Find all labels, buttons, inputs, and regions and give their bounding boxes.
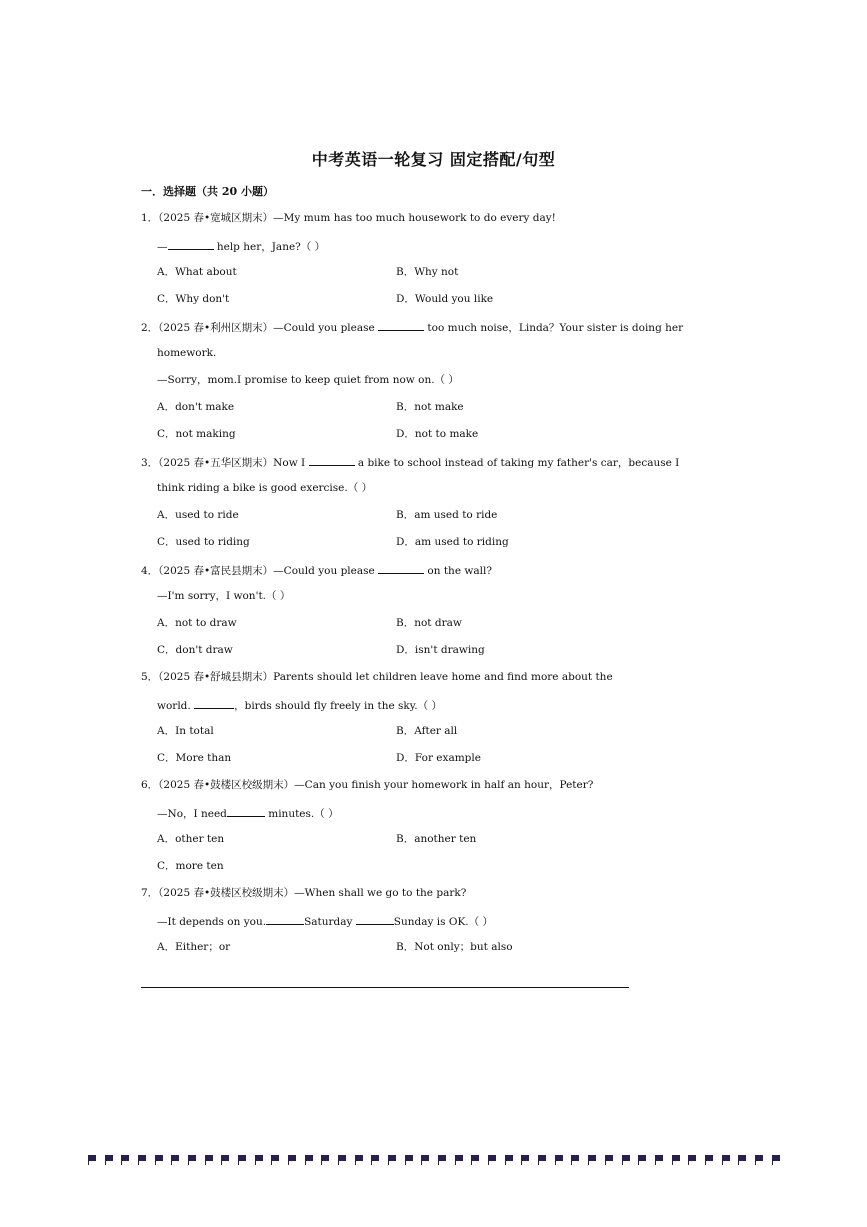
flag-icon (221, 1155, 229, 1163)
flag-icon (705, 1155, 713, 1163)
q3-line2: think riding a bike is good exercise.（ ） (157, 482, 373, 494)
q4-stem: 4．（2025 春•富民县期末）—Could you please on the wall? (141, 562, 492, 578)
flag-icon (271, 1155, 279, 1163)
q7-stem: 7．（2025 春•鼓楼区校级期末）—When shall we go to the park? (141, 887, 467, 899)
q5-option-a[interactable]: A．In total (157, 725, 214, 737)
q4-option-d[interactable]: D．isn't drawing (396, 644, 485, 656)
footer-flag-border (88, 1153, 780, 1165)
flag-icon (205, 1155, 213, 1163)
q4-option-c[interactable]: C．don't draw (157, 644, 233, 656)
q1-option-c[interactable]: C．Why don't (157, 293, 230, 305)
flag-icon (588, 1155, 596, 1163)
flag-icon (421, 1155, 429, 1163)
flag-icon (155, 1155, 163, 1163)
flag-icon (672, 1155, 680, 1163)
flag-icon (688, 1155, 696, 1163)
q2-option-b[interactable]: B．not make (396, 401, 464, 413)
q4-line2: —I'm sorry，I won't.（ ） (157, 590, 291, 602)
q2-option-a[interactable]: A．don't make (157, 401, 235, 413)
q4-option-a[interactable]: A．not to draw (157, 617, 237, 629)
q2-option-d[interactable]: D．not to make (396, 428, 479, 440)
flag-icon (488, 1155, 496, 1163)
flag-icon (755, 1155, 763, 1163)
answer-blank[interactable] (168, 238, 214, 250)
q2-line2: homework. (157, 347, 217, 359)
q6-option-a[interactable]: A．other ten (157, 833, 225, 845)
q2-option-c[interactable]: C．not making (157, 428, 236, 440)
flag-icon (555, 1155, 563, 1163)
flag-icon (638, 1155, 646, 1163)
flag-icon (171, 1155, 179, 1163)
q5-stem: 5．（2025 春•舒城县期末）Parents should let children leave home and find more about the (141, 671, 613, 683)
q6-stem: 6．（2025 春•鼓楼区校级期末）—Can you finish your homework in half an hour，Peter? (141, 779, 594, 791)
flag-icon (388, 1155, 396, 1163)
q5-line2: world. ，birds should fly freely in the sky.（ ） (157, 697, 442, 713)
flag-icon (305, 1155, 313, 1163)
flag-icon (338, 1155, 346, 1163)
flag-icon (105, 1155, 113, 1163)
q6-option-b[interactable]: B．another ten (396, 833, 477, 845)
flag-icon (521, 1155, 529, 1163)
flag-icon (255, 1155, 263, 1163)
answer-blank[interactable] (356, 913, 394, 925)
answer-blank[interactable] (309, 454, 355, 466)
q7-line2: —It depends on you. Saturday Sunday is OK.（ ） (157, 913, 493, 929)
q3-option-d[interactable]: D．am used to riding (396, 536, 509, 548)
flag-icon (505, 1155, 513, 1163)
flag-icon (605, 1155, 613, 1163)
flag-icon (471, 1155, 479, 1163)
q5-option-b[interactable]: B．After all (396, 725, 458, 737)
answer-blank[interactable] (266, 913, 304, 925)
q3-option-b[interactable]: B．am used to ride (396, 509, 498, 521)
answer-blank[interactable] (194, 697, 234, 709)
flag-icon (88, 1155, 96, 1163)
flag-icon (772, 1155, 780, 1163)
q3-option-a[interactable]: A．used to ride (157, 509, 239, 521)
q3-stem: 3．（2025 春•五华区期末）Now I a bike to school instead of taking my father's car，because I (141, 454, 679, 470)
flag-icon (571, 1155, 579, 1163)
q7-option-b[interactable]: B．Not only；but also (396, 941, 513, 953)
flag-icon (438, 1155, 446, 1163)
flag-icon (321, 1155, 329, 1163)
answer-blank[interactable] (227, 805, 265, 817)
flag-icon (355, 1155, 363, 1163)
flag-icon (738, 1155, 746, 1163)
q1-line2: — help her，Jane?（ ） (157, 238, 325, 254)
q6-option-c[interactable]: C．more ten (157, 860, 224, 872)
answer-blank[interactable] (378, 562, 424, 574)
page-divider (141, 987, 629, 988)
page-title: 中考英语一轮复习 固定搭配/句型 (311, 150, 556, 169)
q3-option-c[interactable]: C．used to riding (157, 536, 250, 548)
q1-option-b[interactable]: B．Why not (396, 266, 459, 278)
flag-icon (405, 1155, 413, 1163)
flag-icon (288, 1155, 296, 1163)
flag-icon (722, 1155, 730, 1163)
q4-option-b[interactable]: B．not draw (396, 617, 462, 629)
q1-option-a[interactable]: A．What about (157, 266, 237, 278)
flag-icon (455, 1155, 463, 1163)
q7-option-a[interactable]: A．Either；or (157, 941, 231, 953)
q2-stem: 2．（2025 春•利州区期末）—Could you please too much noise，Linda？Your sister is doing her (141, 319, 683, 335)
flag-icon (371, 1155, 379, 1163)
flag-icon (138, 1155, 146, 1163)
flag-icon (238, 1155, 246, 1163)
q5-option-d[interactable]: D．For example (396, 752, 481, 764)
flag-icon (188, 1155, 196, 1163)
q5-option-c[interactable]: C．More than (157, 752, 232, 764)
q6-line2: —No，I need minutes.（ ） (157, 805, 339, 821)
q1-option-d[interactable]: D．Would you like (396, 293, 494, 305)
section-heading: 一．选择题（共 20 小题） (141, 185, 274, 198)
flag-icon (622, 1155, 630, 1163)
flag-icon (655, 1155, 663, 1163)
q1-stem: 1．（2025 春•宽城区期末）—My mum has too much housework to do every day! (141, 212, 556, 224)
answer-blank[interactable] (378, 319, 424, 331)
q2-line3: —Sorry，mom.I promise to keep quiet from now on.（ ） (157, 374, 459, 386)
flag-icon (121, 1155, 129, 1163)
flag-icon (538, 1155, 546, 1163)
